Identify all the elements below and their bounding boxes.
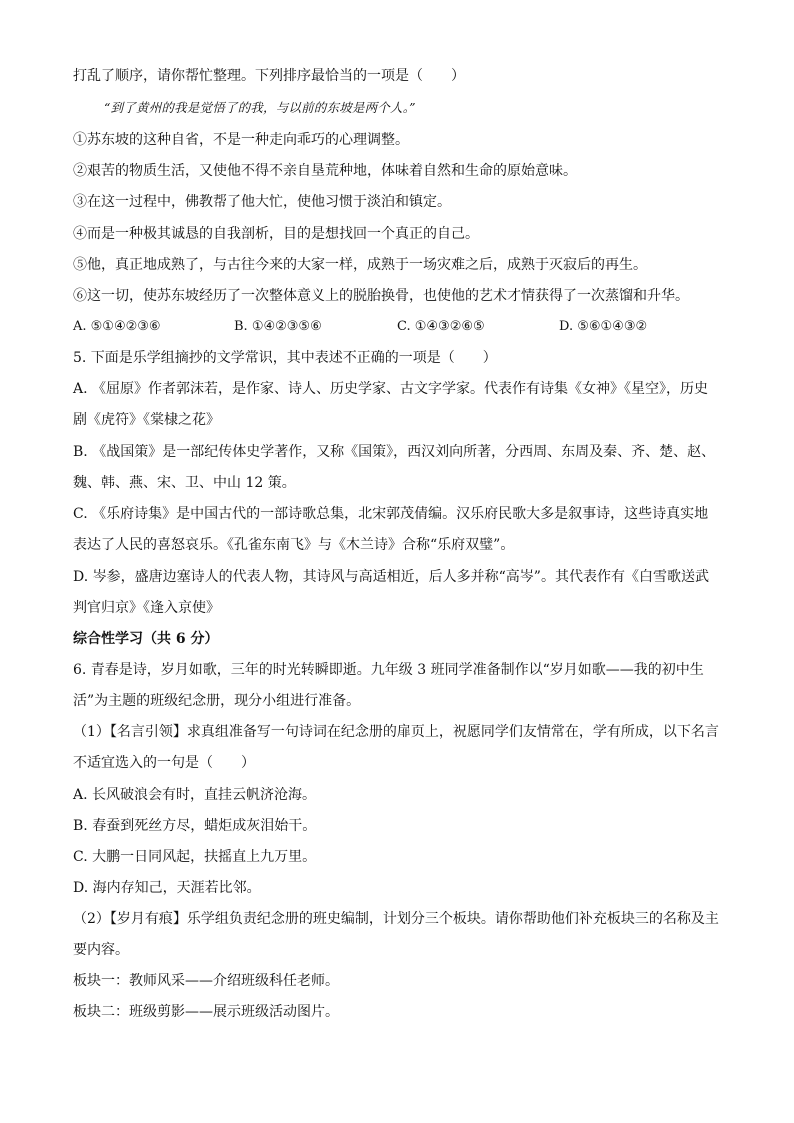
q4-sentence-3: ③在这一过程中，佛教帮了他大忙，使他习惯于淡泊和镇定。 [73,194,451,210]
q6-p1-option-b[interactable]: B. 春蚕到死丝方尽，蜡炬成灰泪始干。 [73,818,317,834]
q4-sentence-5: ⑤他，真正地成熟了，与古往今来的大家一样，成熟于一场灾难之后，成熟于灭寂后的再生。 [73,257,647,273]
q6-p1-line-2: 不适宜选入的一句是（ ） [73,755,255,771]
q5-line-8: 判官归京》《逢入京使》 [73,600,220,616]
q6-intro-1: 6. 青春是诗，岁月如歌，三年的时光转瞬即逝。九年级 3 班同学准备制作以“岁月如歌——我的初中生 [73,662,704,678]
q6-p1-option-a[interactable]: A. 长风破浪会有时，直挂云帆济沧海。 [73,787,317,803]
q5-line-1: A. 《屈原》作者郭沫若，是作家、诗人、历史学家、古文字学家。代表作有诗集《女神》《星空》，历史 [73,381,709,397]
q4-sentence-4: ④而是一种极其诚恳的自我剖析，目的是想找回一个真正的自己。 [73,226,479,242]
q5-line-4: 魏、韩、燕、宋、卫、中山 12 策。 [73,475,296,491]
q6-intro-2: 活”为主题的班级纪念册，现分小组进行准备。 [73,693,361,709]
q6-block-1: 板块一：教师风采——介绍班级科任老师。 [73,973,339,989]
q5-line-6: 表达了人民的喜怒哀乐。《孔雀东南飞》与《木兰诗》合称“乐府双璧”。 [73,537,515,553]
q6-p2-line-1: （2）【岁月有痕】乐学组负责纪念册的班史编制，计划分三个板块。请你帮助他们补充板块三的名称及主 [73,911,719,927]
q4-option-a[interactable]: A. ⑤①④②③⑥ [73,319,161,334]
q5-stem: 5. 下面是乐学组摘抄的文学常识，其中表述不正确的一项是（ ） [73,350,497,366]
q6-p1-line-1: （1）【名言引领】求真组准备写一句诗词在纪念册的扉页上，祝愿同学们友情常在，学有所成，以下名言 [73,724,719,740]
q6-p1-option-d[interactable]: D. 海内存知己，天涯若比邻。 [73,880,261,896]
q6-p1-option-c[interactable]: C. 大鹏一日同风起，扶摇直上九万里。 [73,849,317,865]
q6-block-2: 板块二：班级剪影——展示班级活动图片。 [73,1004,339,1020]
q4-stem: 打乱了顺序，请你帮忙整理。下列排序最恰当的一项是（ ） [73,68,465,84]
q4-sentence-6: ⑥这一切，使苏东坡经历了一次整体意义上的脱胎换骨，也使他的艺术才情获得了一次蒸馏和升华。 [73,288,689,304]
q4-option-b[interactable]: B. ①④②③⑤⑥ [234,319,322,334]
q5-line-7: D. 岑参，盛唐边塞诗人的代表人物，其诗风与高适相近，后人多并称“高岑”。其代表作有《白雪歌送武 [73,569,709,585]
q4-option-d[interactable]: D. ⑤⑥①④③② [559,319,648,334]
q5-line-5: C. 《乐府诗集》是中国古代的一部诗歌总集，北宋郭茂倩编。汉乐府民歌大多是叙事诗，这些诗真实地 [73,506,709,522]
q4-option-c[interactable]: C. ①④③②⑥⑤ [397,319,485,334]
section-title: 综合性学习（共 6 分） [73,631,219,647]
q5-line-3: B. 《战国策》是一部纪传体史学著作，又称《国策》，西汉刘向所著，分西周、东周及秦、齐、楚、赵、 [73,444,716,460]
q4-options [73,318,733,336]
q6-p2-line-2: 要内容。 [73,942,129,958]
q4-quote: “到了黄州的我是觉悟了的我，与以前的东坡是两个人。” [104,100,416,115]
q5-line-2: 剧《虎符》《棠棣之花》 [73,412,220,428]
q4-sentence-1: ①苏东坡的这种自省，不是一种走向乖巧的心理调整。 [73,132,409,148]
q4-sentence-2: ②艰苦的物质生活，又使他不得不亲自垦荒种地，体味着自然和生命的原始意味。 [73,163,577,179]
